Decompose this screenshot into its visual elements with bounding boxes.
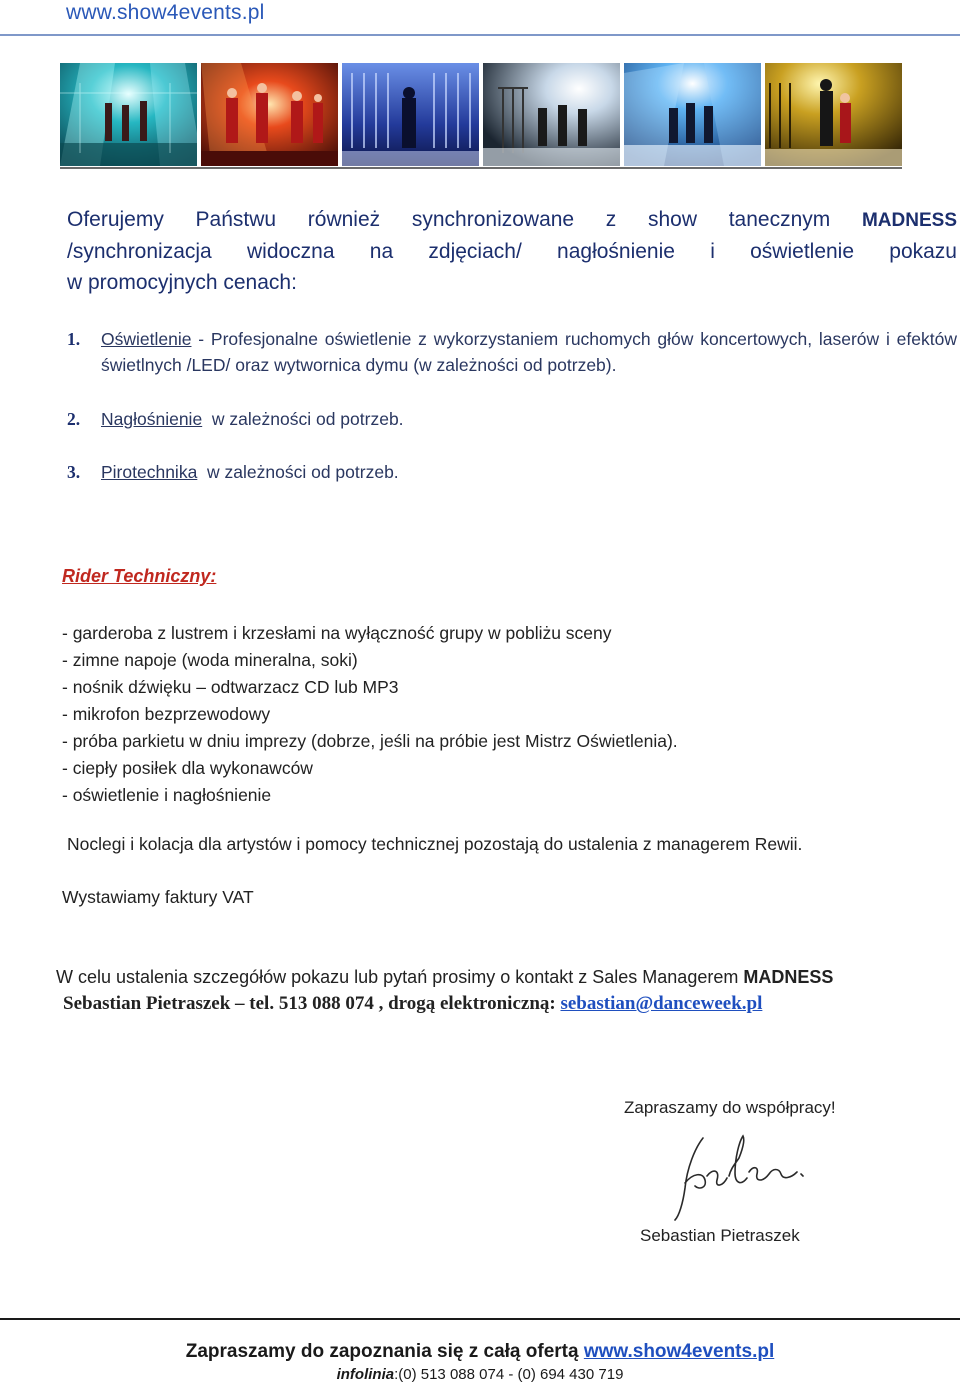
rider-item: - garderoba z lustrem i krzesłami na wyłączność grupy w pobliżu sceny	[62, 623, 612, 643]
footer-phones: :(0) 513 088 074 - (0) 694 430 719	[394, 1366, 624, 1383]
intro-line2: /synchronizacja widoczna na zdjęciach/ nagłośnienie i oświetlenie pokazu	[67, 240, 957, 263]
service-title-pyro: Pirotechnika	[101, 462, 198, 482]
rider-item: - zimne napoje (woda mineralna, soki)	[62, 650, 358, 670]
service-item	[67, 326, 957, 378]
footer-offer-line	[0, 1341, 960, 1363]
footer-divider	[0, 1318, 960, 1320]
contact-details	[63, 993, 762, 1015]
show-photo-3	[342, 63, 479, 166]
show-photo-4	[483, 63, 620, 166]
footer-phone-label: infolinia	[336, 1366, 395, 1383]
photo-strip	[60, 63, 902, 169]
rider-list	[62, 620, 678, 809]
service-number: 1.	[67, 329, 81, 349]
service-item	[67, 459, 957, 485]
contact-brand: MADNESS	[743, 967, 834, 987]
rider-item: - nośnik dźwięku – odtwarzacz CD lub MP3	[62, 677, 399, 697]
rider-item: - ciepły posiłek dla wykonawców	[62, 758, 313, 778]
rider-item: - oświetlenie i nagłośnienie	[62, 785, 272, 805]
service-title-sound: Nagłośnienie	[101, 409, 203, 429]
vat-note: Wystawiamy faktury VAT	[62, 887, 254, 907]
header-site-link[interactable]: www.show4events.pl	[66, 1, 265, 24]
rider-item: - mikrofon bezprzewodowy	[62, 704, 271, 724]
rider-item: - próba parkietu w dniu imprezy (dobrze, jeśli na próbie jest Mistrz Oświetlenia).	[62, 731, 678, 751]
contact-line	[56, 967, 833, 988]
service-item	[67, 406, 957, 432]
intro-line3: w promocyjnych cenach:	[67, 271, 297, 294]
show-photo-2	[201, 63, 338, 166]
accommodation-note: Noclegi i kolacja dla artystów i pomocy technicznej pozostają do ustalenia z managerem Rewii.	[67, 834, 803, 854]
service-text: w zależności od potrzeb.	[197, 462, 399, 482]
closing-invite: Zapraszamy do współpracy!	[624, 1098, 836, 1117]
footer-offer-text: Zapraszamy do zapoznania się z całą ofertą	[185, 1341, 584, 1362]
service-text: - Profesjonalne oświetlenie z wykorzystaniem ruchomych głów koncertowych, laserów i efektów świetlnych /LED/ oraz wytwornica dymu (w zależności od potrzeb).	[101, 329, 957, 375]
service-text: w zależności od potrzeb.	[202, 409, 404, 429]
contact-intro: W celu ustalenia szczegółów pokazu lub pytań prosimy o kontakt z Sales Managerem	[56, 967, 744, 987]
service-title-lighting: Oświetlenie	[101, 329, 192, 349]
photos-underline	[60, 167, 902, 169]
show-photo-6	[765, 63, 902, 166]
rider-title: Rider Techniczny:	[62, 566, 217, 586]
service-number: 2.	[67, 409, 81, 429]
footer-site-link[interactable]: www.show4events.pl	[583, 1341, 775, 1362]
contact-person: Sebastian Pietraszek – tel. 513 088 074 , drogą elektroniczną:	[63, 993, 561, 1014]
signer-name: Sebastian Pietraszek	[640, 1226, 800, 1245]
contact-email-link[interactable]: sebastian@danceweek.pl	[560, 993, 763, 1014]
intro-line1: Oferujemy Państwu również synchronizowane z show tanecznym	[67, 208, 831, 231]
intro-brand: MADNESS	[861, 210, 957, 231]
header-divider	[0, 34, 960, 36]
service-number: 3.	[67, 462, 81, 482]
show-photo-1	[60, 63, 197, 166]
intro-paragraph	[67, 204, 957, 298]
signature-image	[665, 1128, 815, 1223]
show-photo-5	[624, 63, 761, 166]
footer-phone-line	[0, 1366, 960, 1383]
